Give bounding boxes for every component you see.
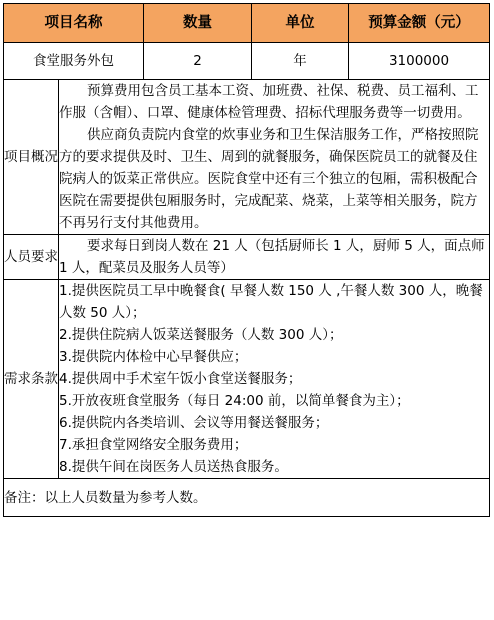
overview-paragraph-1: 预算费用包含员工基本工资、加班费、社保、税费、员工福利、工作服（含帽）、口罩、健康体检管理费、招标代理服务费等一切费用。 [59, 83, 479, 121]
budget-cell: 3100000 [349, 43, 490, 80]
note-row [4, 479, 490, 517]
overview-row [4, 80, 490, 235]
table-row [4, 43, 490, 80]
requirement-item: 2.提供住院病人饭菜送餐服务（人数 300 人）； [59, 327, 343, 343]
unit-cell: 年 [252, 43, 349, 80]
overview-paragraph-2: 供应商负责院内食堂的炊事业务和卫生保洁服务工作，严格按照院方的要求提供及时、卫生、周到的就餐服务，确保医院员工的就餐及住院病人的饭菜正常供应。医院食堂中还有三个独立的包厢，需积极配合医院在需要提供包厢服务时，完成配菜、烧菜，上菜等相关服务，院方不再另行支付其他费用。 [59, 127, 479, 231]
requirement-item: 8.提供午间在岗医务人员送热食服务。 [59, 459, 288, 475]
header-budget: 预算金额（元） [349, 4, 490, 43]
table-header-row [4, 4, 490, 43]
requirement-item: 5.开放夜班食堂服务（每日 24:00 前，以简单餐食为主）； [59, 393, 410, 409]
header-quantity: 数量 [144, 4, 252, 43]
project-name-cell: 食堂服务外包 [4, 43, 144, 80]
requirements-content [59, 280, 490, 479]
overview-label: 项目概况 [4, 80, 59, 235]
budget-table [3, 3, 490, 517]
note-text: 备注：以上人员数量为参考人数。 [4, 479, 490, 517]
requirements-row [4, 280, 490, 479]
requirement-item: 1.提供医院员工早中晚餐食( 早餐人数 150 人 ,午餐人数 300 人，晚餐人数 50 人）； [59, 283, 483, 321]
requirement-item: 4.提供周中手术室午饭小食堂送餐服务； [59, 371, 302, 387]
staff-text: 要求每日到岗人数在 21 人（包括厨师长 1 人，厨师 5 人，面点师 1 人，配菜员及服务人员等） [59, 238, 485, 276]
requirement-item: 6.提供院内各类培训、会议等用餐送餐服务； [59, 415, 329, 431]
staff-content [59, 235, 490, 280]
staff-label: 人员要求 [4, 235, 59, 280]
quantity-cell: 2 [144, 43, 252, 80]
requirement-item: 7.承担食堂网络安全服务费用； [59, 437, 248, 453]
header-unit: 单位 [252, 4, 349, 43]
overview-content [59, 80, 490, 235]
requirement-item: 3.提供院内体检中心早餐供应； [59, 349, 248, 365]
header-project-name: 项目名称 [4, 4, 144, 43]
staff-row [4, 235, 490, 280]
requirements-label: 需求条款 [4, 280, 59, 479]
